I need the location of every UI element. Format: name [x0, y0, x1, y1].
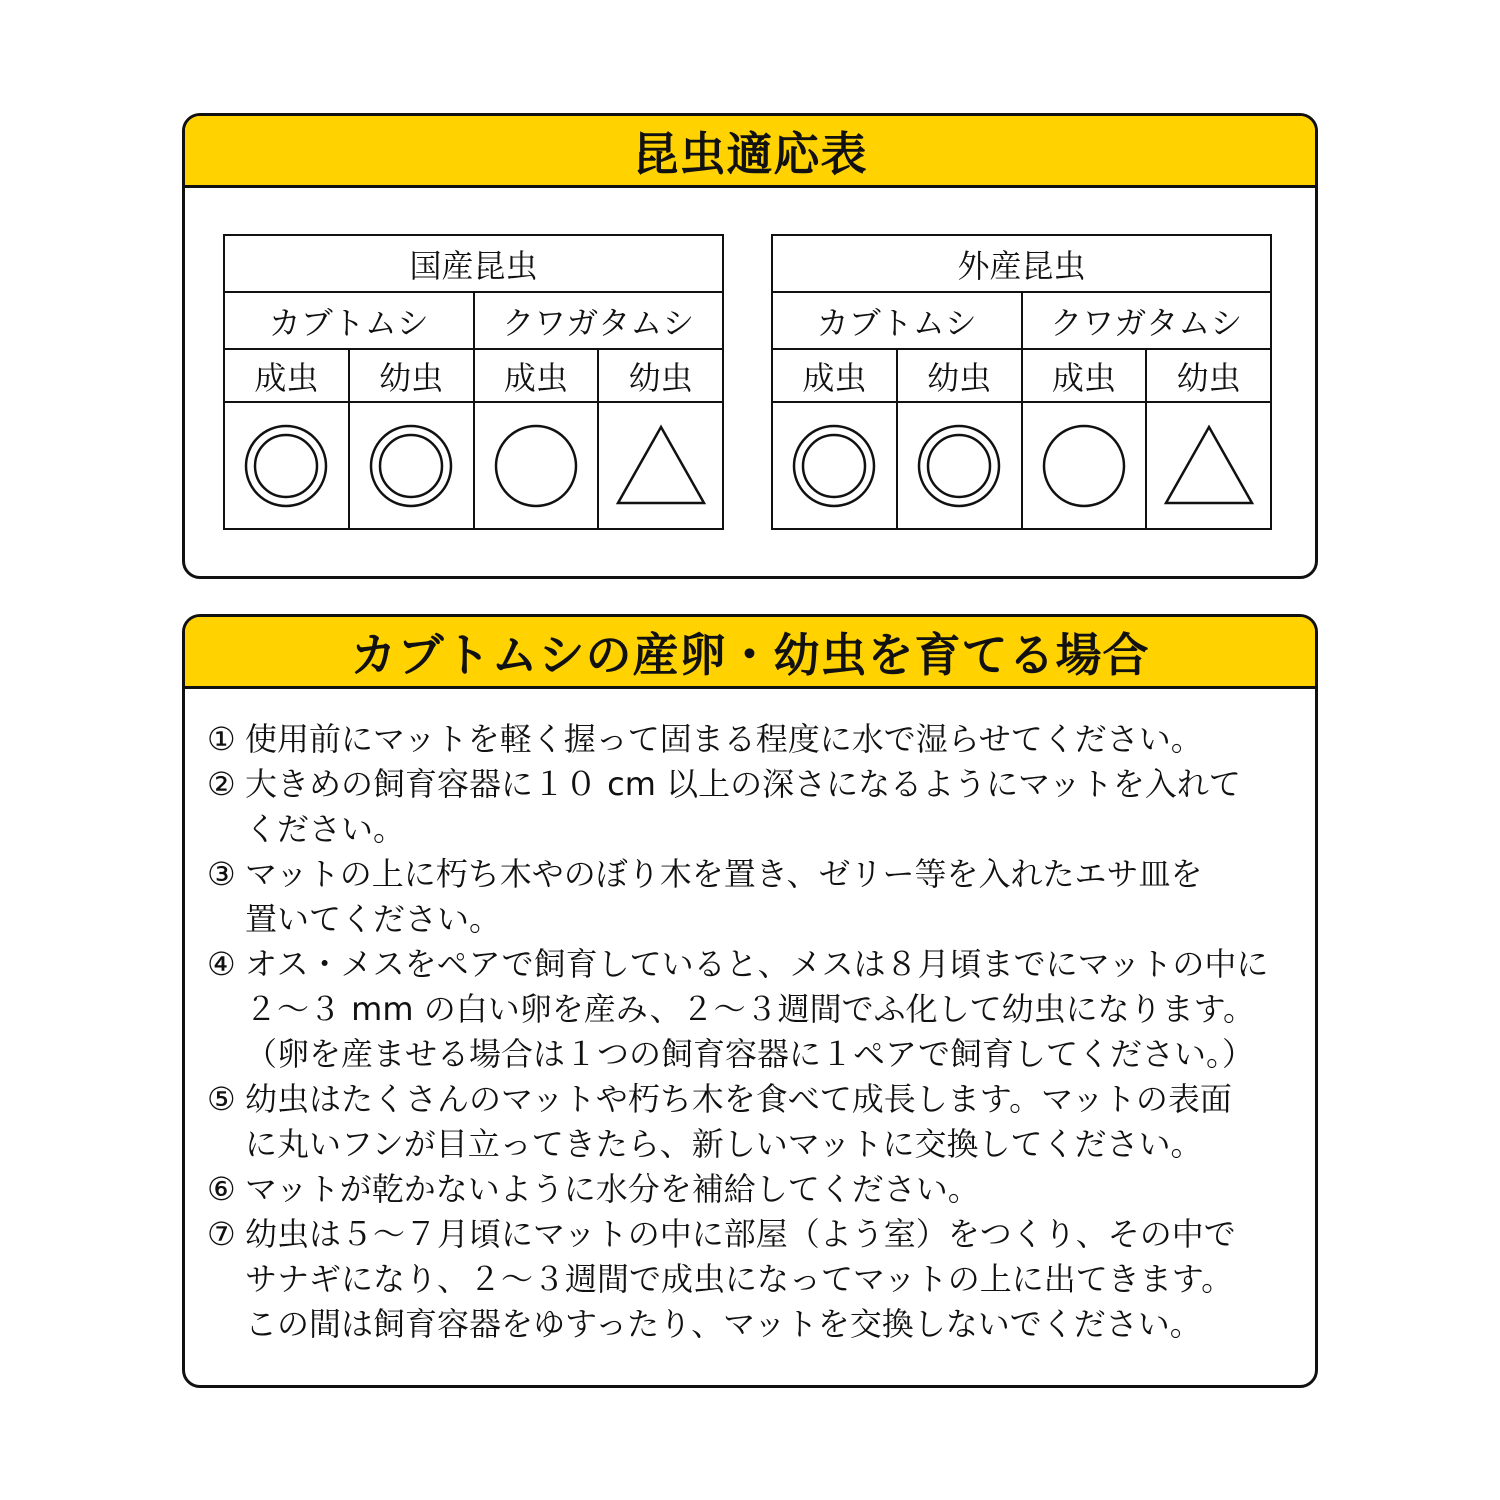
species-header: クワガタムシ [1022, 292, 1272, 349]
rating-cell [598, 402, 723, 529]
rating-cell [349, 402, 474, 529]
rating-cell [772, 402, 897, 529]
step-text: 幼虫はたくさんのマットや朽ち木を食べて成長します。マットの表面 に丸いフンが目立ってきたら、新しいマットに交換してください。 [245, 1080, 1232, 1163]
stage-header: 成虫 [1022, 349, 1147, 402]
rating-cell [1022, 402, 1147, 529]
double-circle-icon [786, 418, 882, 514]
step-number: ② [207, 765, 236, 803]
step-number: ① [207, 720, 236, 758]
step-text: マットの上に朽ち木やのぼり木を置き、ゼリー等を入れたエサ皿を 置いてください。 [245, 855, 1203, 938]
step-text: オス・メスをペアで飼育していると、メスは８月頃までにマットの中に ２～３ mm の白い卵を産み、２～３週間でふ化して幼虫になります。 （卵を産ませる場合は１つの飼育容器に１ペアで飼育してください。） [245, 945, 1269, 1073]
stage-header: 幼虫 [1146, 349, 1271, 402]
double-circle-icon [363, 418, 459, 514]
circle-icon [488, 418, 584, 514]
species-header: カブトムシ [224, 292, 474, 349]
triangle-icon [1161, 418, 1257, 514]
table-group-header: 国産昆虫 [224, 235, 723, 292]
compatibility-title: 昆虫適応表 [185, 116, 1315, 188]
step-item [207, 1212, 1307, 1347]
rating-cell [474, 402, 599, 529]
step-number: ⑦ [207, 1215, 236, 1253]
step-item [207, 762, 1307, 852]
step-text: 幼虫は５～７月頃にマットの中に部屋（よう室）をつくり、その中で サナギになり、２～３週間で成虫になってマットの上に出てきます。 この間は飼育容器をゆすったり、マットを交換しないでください。 [245, 1215, 1236, 1343]
stage-header: 成虫 [474, 349, 599, 402]
breeding-title: カブトムシの産卵・幼虫を育てる場合 [185, 617, 1315, 689]
rating-cell [224, 402, 349, 529]
rating-cell [897, 402, 1022, 529]
step-text: 大きめの飼育容器に１０ cm 以上の深さになるようにマットを入れて ください。 [245, 765, 1241, 848]
compatibility-panel [182, 113, 1318, 579]
triangle-icon [613, 418, 709, 514]
stage-header: 幼虫 [349, 349, 474, 402]
stage-header: 幼虫 [598, 349, 723, 402]
rating-cell [1146, 402, 1271, 529]
step-number: ③ [207, 855, 236, 893]
step-item [207, 942, 1307, 1077]
step-item [207, 852, 1307, 942]
foreign-insect-table [771, 234, 1272, 530]
double-circle-icon [911, 418, 1007, 514]
double-circle-icon [238, 418, 334, 514]
stage-header: 成虫 [772, 349, 897, 402]
domestic-insect-table [223, 234, 724, 530]
stage-header: 幼虫 [897, 349, 1022, 402]
breeding-steps [207, 717, 1307, 1347]
step-item [207, 717, 1307, 762]
circle-icon [1036, 418, 1132, 514]
species-header: クワガタムシ [474, 292, 724, 349]
step-number: ④ [207, 945, 236, 983]
step-item [207, 1077, 1307, 1167]
step-text: マットが乾かないように水分を補給してください。 [245, 1170, 980, 1208]
step-number: ⑥ [207, 1170, 236, 1208]
step-item [207, 1167, 1307, 1212]
stage-header: 成虫 [224, 349, 349, 402]
breeding-panel [182, 614, 1318, 1388]
step-number: ⑤ [207, 1080, 236, 1118]
table-group-header: 外産昆虫 [772, 235, 1271, 292]
step-text: 使用前にマットを軽く握って固まる程度に水で湿らせてください。 [245, 720, 1203, 758]
species-header: カブトムシ [772, 292, 1022, 349]
